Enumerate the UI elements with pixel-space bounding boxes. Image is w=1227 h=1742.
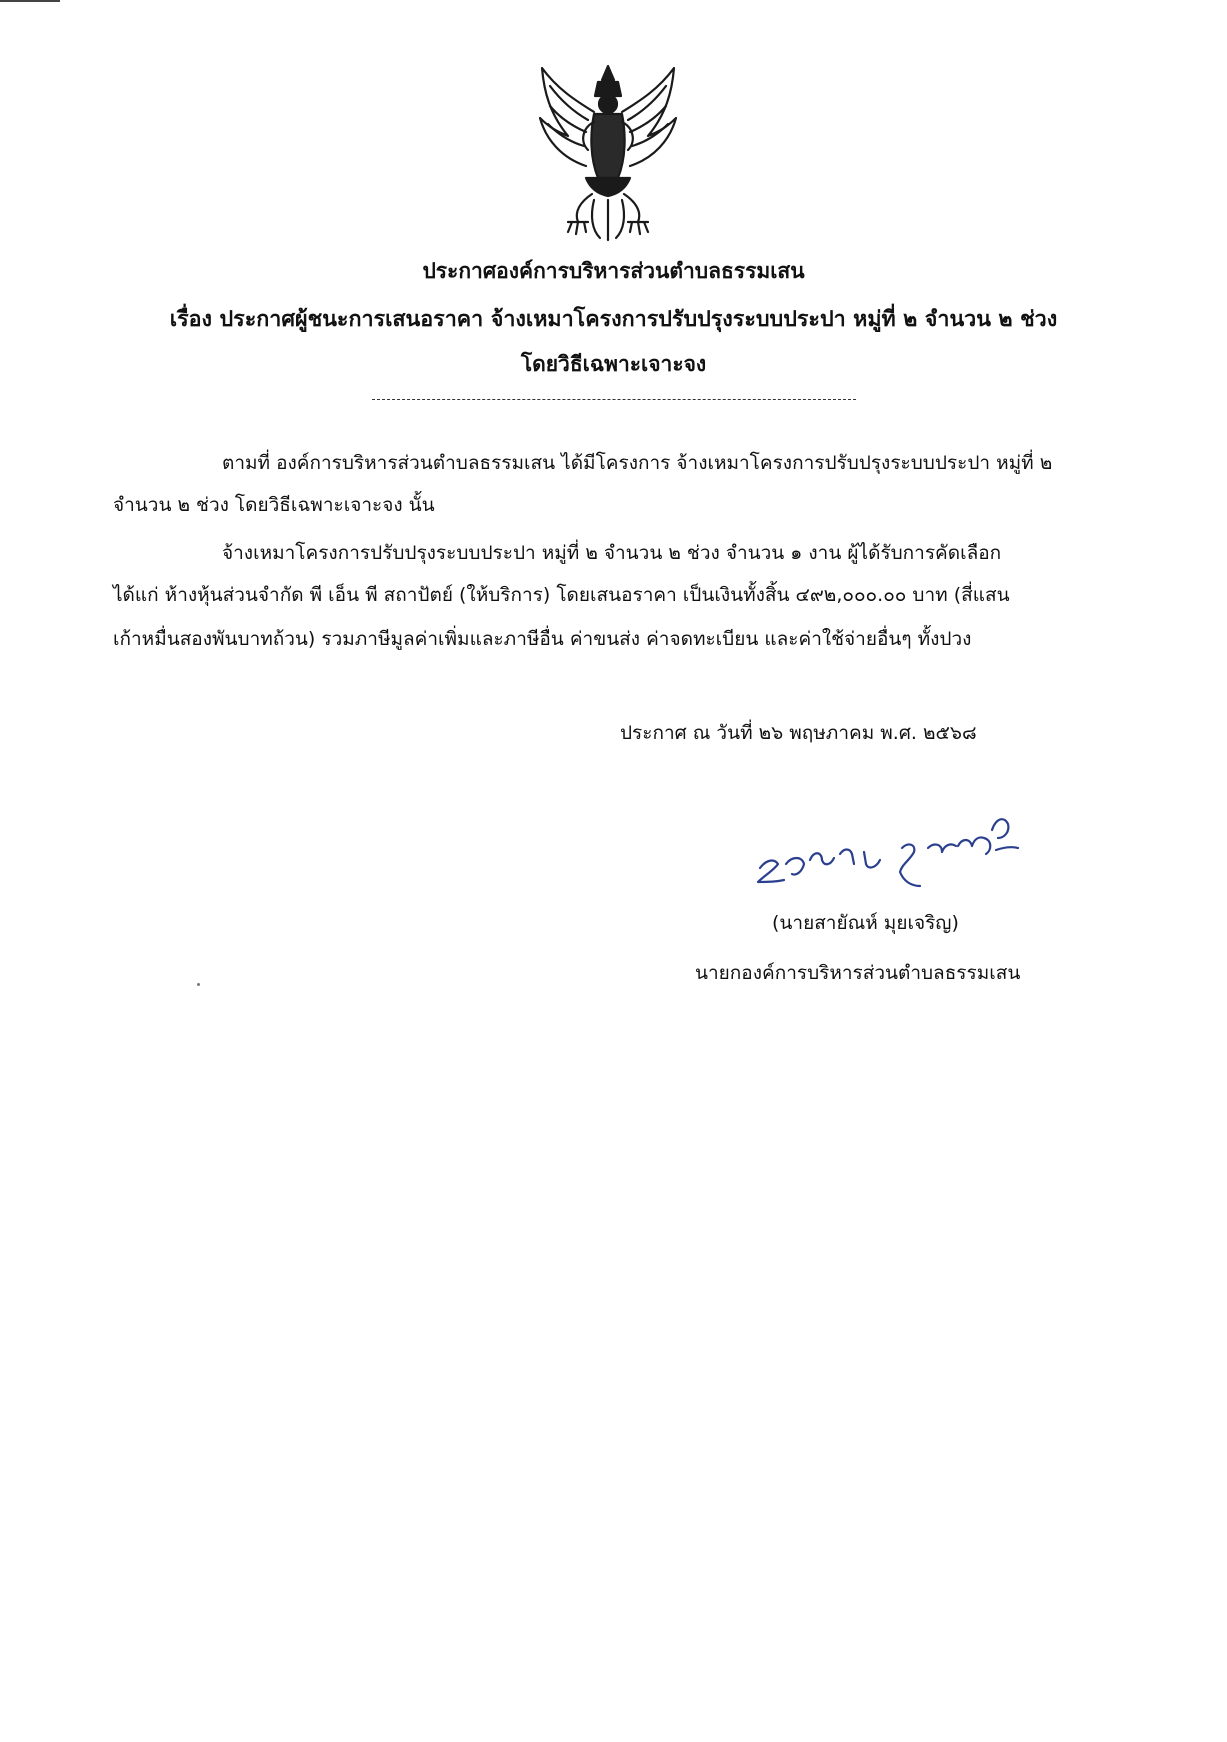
- subject-heading: เรื่อง ประกาศผู้ชนะการเสนอราคา จ้างเหมาโครงการปรับปรุงระบบประปา หมู่ที่ ๒ จำนวน ๒ ช่วง: [169, 307, 1058, 332]
- method-heading: โดยวิธีเฉพาะเจาะจง: [520, 352, 707, 376]
- body-paragraph-2-line-1: จ้างเหมาโครงการปรับปรุงระบบประปา หมู่ที่ ๒ จำนวน ๒ ช่วง จำนวน ๑ งาน ผู้ได้รับการคัดเลือก: [222, 542, 1002, 564]
- heading-divider: [372, 399, 856, 400]
- announcement-date: ประกาศ ณ วันที่ ๒๖ พฤษภาคม พ.ศ. ๒๕๖๘: [620, 722, 977, 744]
- signer-title: นายกองค์การบริหารส่วนตำบลธรรมเสน: [695, 962, 1021, 984]
- signer-name: (นายสายัณห์ มุยเจริญ): [772, 912, 959, 934]
- body-paragraph-1-line-2: จำนวน ๒ ช่วง โดยวิธีเฉพาะเจาะจง นั้น: [113, 494, 435, 516]
- body-paragraph-2-line-2: ได้แก่ ห้างหุ้นส่วนจำกัด พี เอ็น พี สถาปัตย์ (ให้บริการ) โดยเสนอราคา เป็นเงินทั้งสิ้น ๔๙๒,๐๐๐.๐๐ บาท (สี่แสน: [113, 584, 1010, 606]
- body-paragraph-1-line-1: ตามที่ องค์การบริหารส่วนตำบลธรรมเสน ได้มีโครงการ จ้างเหมาโครงการปรับปรุงระบบประปา หมู่ที่ ๒: [222, 452, 1053, 474]
- scan-corner-mark: [0, 0, 60, 2]
- org-announcement-heading: ประกาศองค์การบริหารส่วนตำบลธรรมเสน: [422, 259, 805, 283]
- scan-speck: [197, 983, 200, 986]
- garuda-emblem: [528, 62, 688, 242]
- handwritten-signature: [752, 790, 1032, 900]
- body-paragraph-2-line-3: เก้าหมื่นสองพันบาทถ้วน) รวมภาษีมูลค่าเพิ่มและภาษีอื่น ค่าขนส่ง ค่าจดทะเบียน และค่าใช้จ่ายอื่นๆ ทั้งปวง: [113, 628, 972, 650]
